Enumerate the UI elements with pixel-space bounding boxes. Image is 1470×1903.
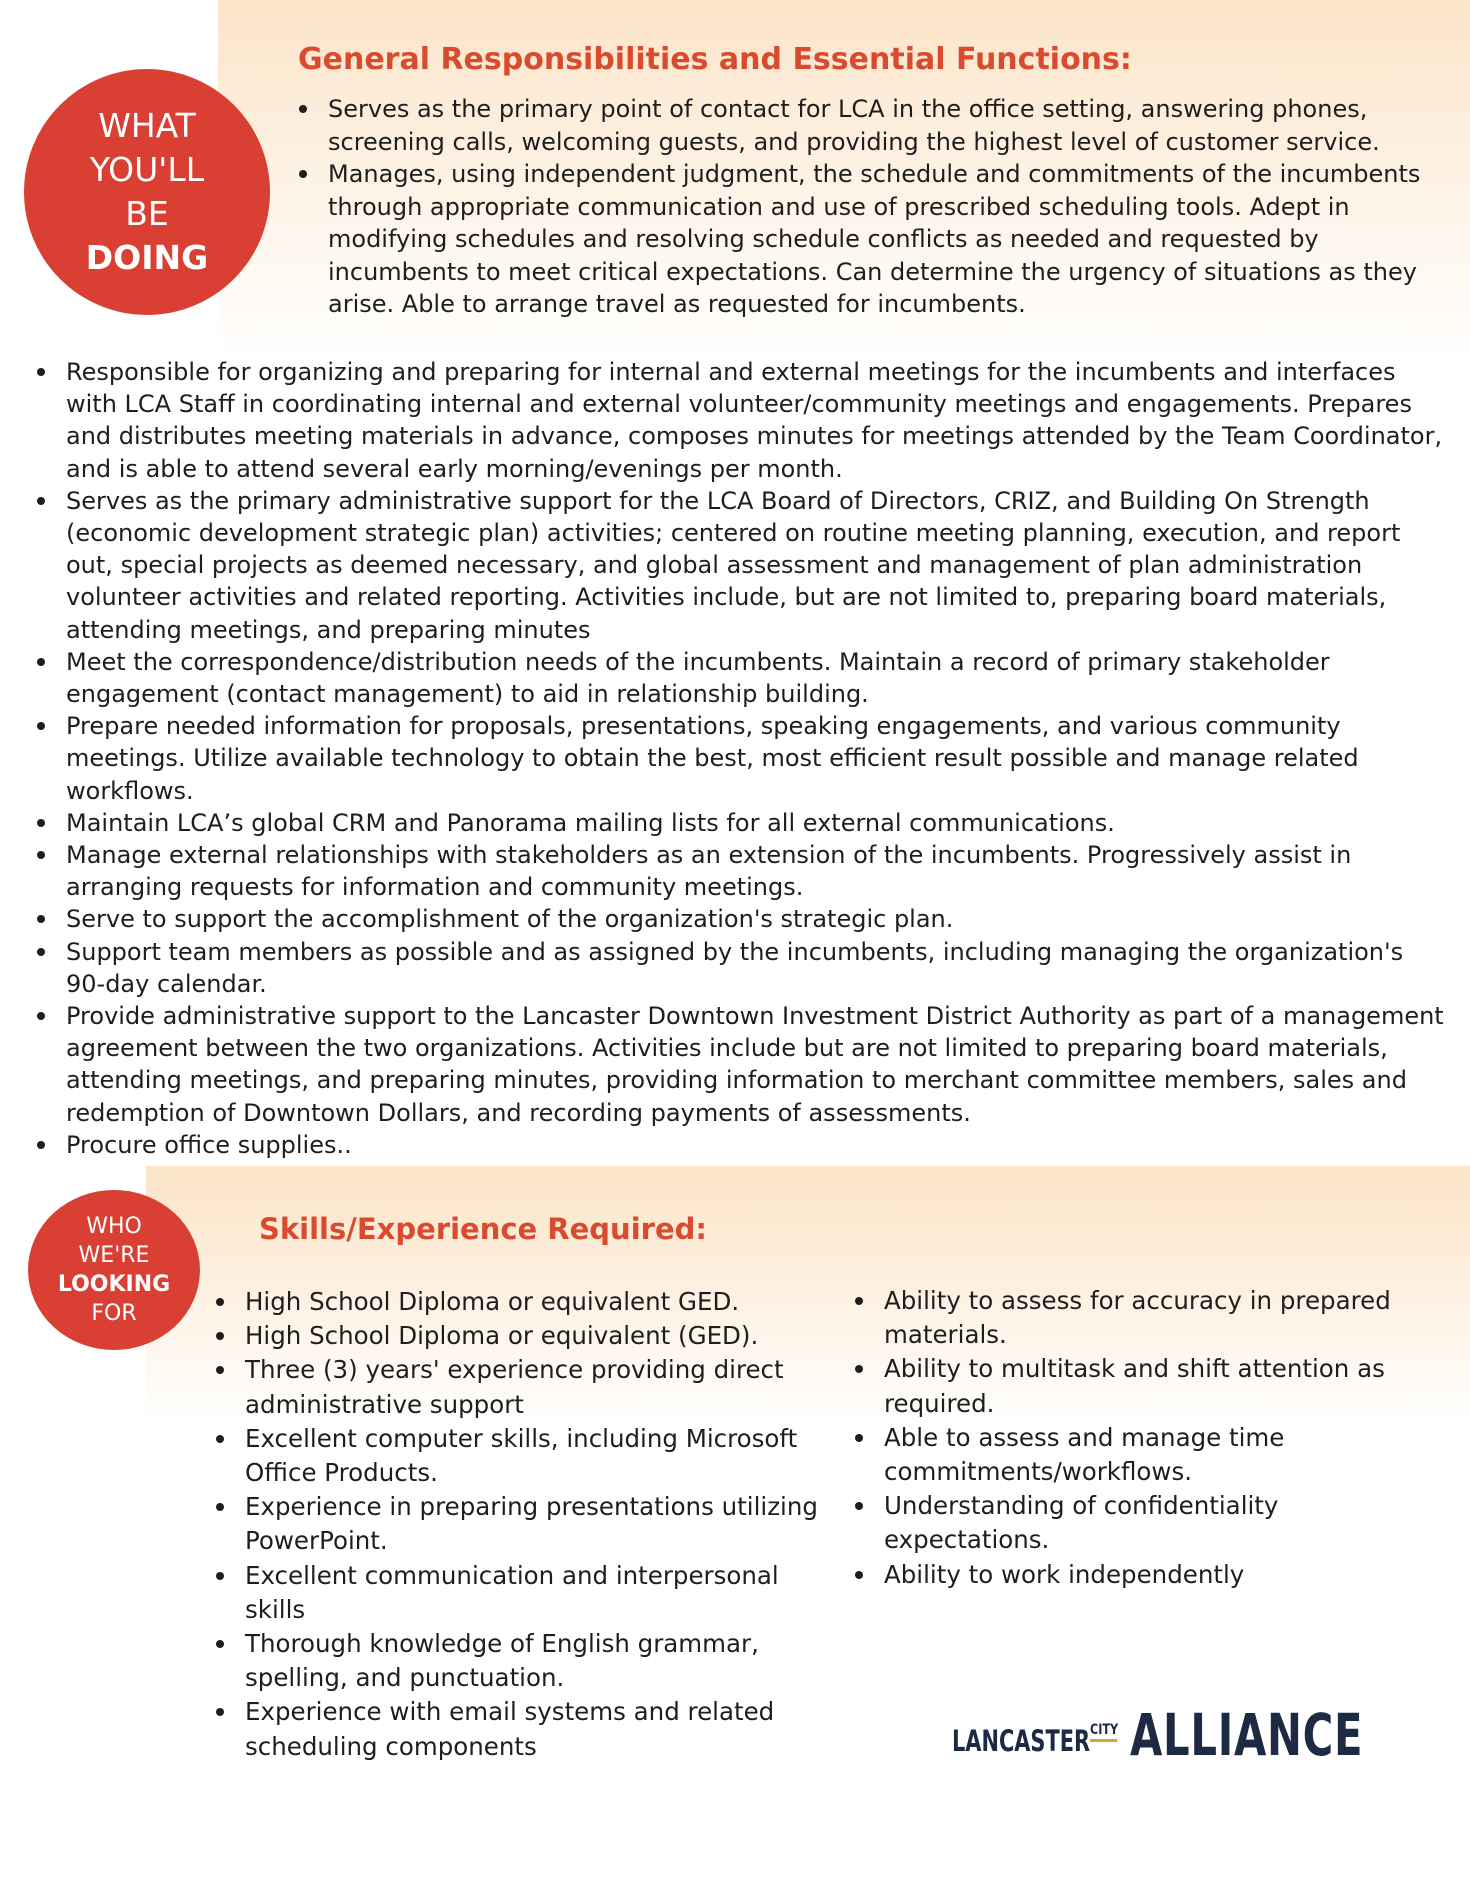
list-item: Understanding of confidentiality expectations.: [884, 1489, 1424, 1557]
who-were-looking-for-badge: [28, 1190, 200, 1350]
list-item: Able to assess and manage time commitments/workflows.: [884, 1421, 1424, 1489]
list-item: Provide administrative support to the Lancaster Downtown Investment District Authority as part of a management agreement between the two organizations. Activities include but are not limited to preparing board materials, attending meetings, and preparing minutes, providing information to merchant committee members, sales and redemption of Downtown Dollars, and recording payments of assessments.: [66, 1000, 1446, 1129]
list-item: Experience with email systems and related scheduling components: [245, 1695, 825, 1763]
list-item: Prepare needed information for proposals, presentations, speaking engagements, and various community meetings. Utilize available technology to obtain the best, most efficient result possible and manage related workflows.: [66, 710, 1446, 807]
badge-line: WHAT: [98, 106, 196, 145]
responsibilities-heading: General Responsibilities and Essential Functions:: [298, 42, 1132, 77]
responsibilities-list: [66, 356, 1446, 1161]
list-item: Serve to support the accomplishment of the organization's strategic plan.: [66, 903, 1446, 935]
list-item: Serves as the primary point of contact for LCA in the office setting, answering phones, screening calls, welcoming guests, and providing the highest level of customer service.: [328, 93, 1448, 158]
logo-word-city: CITY: [1090, 1722, 1117, 1742]
logo-word-alliance: ALLIANCE: [1130, 1701, 1364, 1769]
list-item: High School Diploma or equivalent GED.: [245, 1285, 825, 1319]
list-item: Excellent computer skills, including Microsoft Office Products.: [245, 1422, 825, 1490]
badge-line: WE'RE: [78, 1243, 150, 1268]
list-item: Responsible for organizing and preparing for internal and external meetings for the incumbents and interfaces with LCA Staff in coordinating internal and external volunteer/community meetings and engagements. Prepares and distributes meeting materials in advance, composes minutes for meetings attended by the Team Coordinator, and is able to attend several early morning/evenings per month.: [66, 356, 1446, 485]
skills-list-right: [884, 1284, 1424, 1592]
list-item: High School Diploma or equivalent (GED).: [245, 1319, 825, 1353]
badge-line: DOING: [85, 238, 209, 277]
badge-line: WHO: [86, 1214, 142, 1239]
list-item: Maintain LCA’s global CRM and Panorama mailing lists for all external communications.: [66, 807, 1446, 839]
list-item: Ability to multitask and shift attention as required.: [884, 1352, 1424, 1420]
skills-heading: Skills/Experience Required:: [259, 1212, 707, 1246]
responsibilities-list-top: [328, 93, 1448, 321]
badge-line: LOOKING: [57, 1272, 171, 1297]
skills-list-left: [245, 1285, 825, 1764]
list-item: Manages, using independent judgment, the schedule and commitments of the incumbents through appropriate communication and use of prescribed scheduling tools. Adept in modifying schedules and resolving schedule conflicts as needed and requested by incumbents to meet critical expectations. Can determine the urgency of situations as they arise. Able to arrange travel as requested for incumbents.: [328, 158, 1448, 321]
list-item: Ability to assess for accuracy in prepared materials.: [884, 1284, 1424, 1352]
badge-line: FOR: [91, 1301, 137, 1326]
list-item: Procure office supplies..: [66, 1129, 1446, 1161]
list-item: Ability to work independently: [884, 1558, 1424, 1592]
list-item: Experience in preparing presentations utilizing PowerPoint.: [245, 1490, 825, 1558]
what-youll-be-doing-badge: [24, 69, 270, 315]
list-item: Manage external relationships with stakeholders as an extension of the incumbents. Progressively assist in arranging requests for information and community meetings.: [66, 839, 1446, 903]
list-item: Meet the correspondence/distribution needs of the incumbents. Maintain a record of primary stakeholder engagement (contact management) to aid in relationship building.: [66, 646, 1446, 710]
list-item: Support team members as possible and as assigned by the incumbents, including managing the organization's 90-day calendar.: [66, 936, 1446, 1000]
lancaster-city-alliance-logo: [952, 1701, 1364, 1769]
list-item: Thorough knowledge of English grammar, spelling, and punctuation.: [245, 1627, 825, 1695]
logo-word-lancaster: LANCASTER: [952, 1724, 1091, 1758]
badge-line: BE: [125, 194, 169, 233]
list-item: Serves as the primary administrative support for the LCA Board of Directors, CRIZ, and Building On Strength (economic development strategic plan) activities; centered on routine meeting planning, execution, and report out, special projects as deemed necessary, and global assessment and management of plan administration volunteer activities and related reporting. Activities include, but are not limited to, preparing board materials, attending meetings, and preparing minutes: [66, 485, 1446, 646]
badge-line: YOU'LL: [89, 150, 205, 189]
list-item: Excellent communication and interpersonal skills: [245, 1559, 825, 1627]
list-item: Three (3) years' experience providing direct administrative support: [245, 1353, 825, 1421]
